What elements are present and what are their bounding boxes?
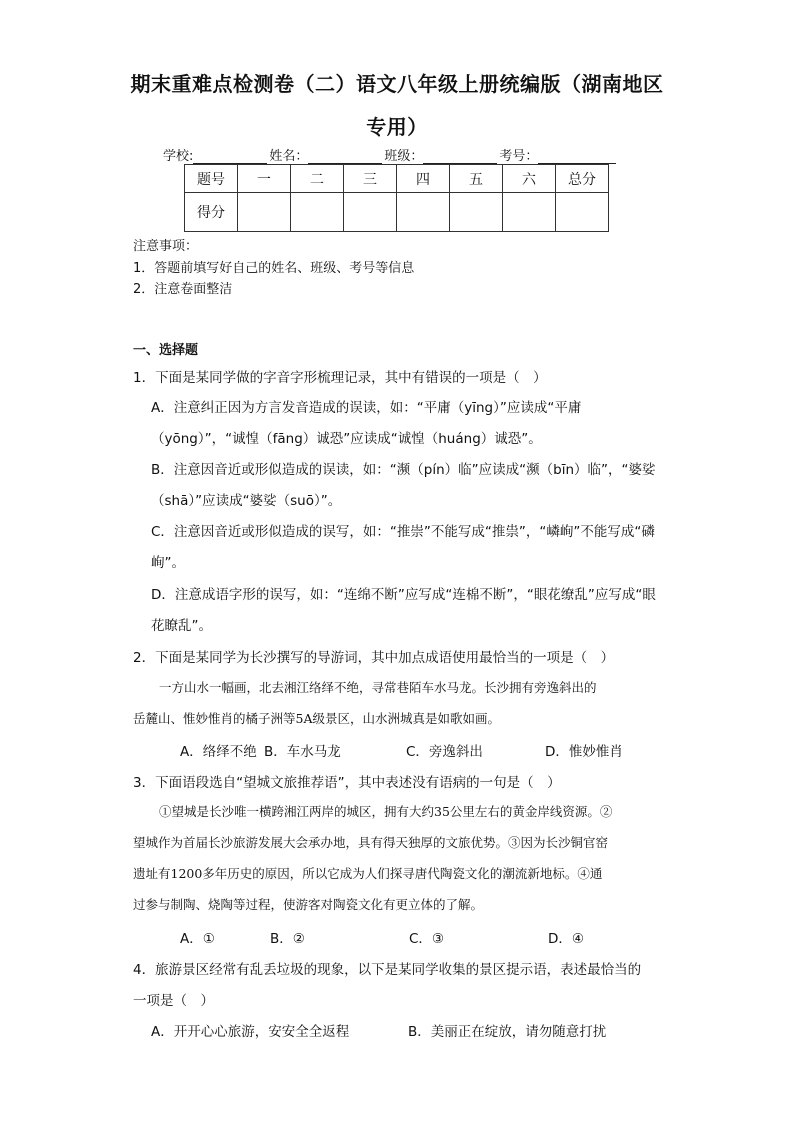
score-header-cell: 四 xyxy=(397,165,450,193)
score-table-header-row xyxy=(185,165,609,193)
question-3-passage-cont: 望城作为首届长沙旅游发展大会承办地，具有得天独厚的文旅优势。③因为长沙铜官窑 xyxy=(133,835,609,850)
score-cell[interactable] xyxy=(450,193,503,232)
score-header-cell: 一 xyxy=(238,165,291,193)
score-cell[interactable] xyxy=(397,193,450,232)
question-2-stem: 2．下面是某同学为长沙撰写的导游词，其中加点成语使用最恰当的一项是（ ） xyxy=(133,650,615,666)
question-4-option-a[interactable]: A．开开心心旅游，安安全全返程 xyxy=(151,1024,350,1040)
page-title-line2: 专用） xyxy=(366,115,428,139)
question-2-passage-cont: 岳麓山、惟妙惟肖的橘子洲等5A级景区，山水洲城真是如歌如画。 xyxy=(133,711,500,726)
question-3-passage-cont: 遗址有1200多年历史的原因，所以它成为人们探寻唐代陶瓷文化的潮流新地标。④通 xyxy=(133,866,603,881)
score-table xyxy=(184,164,609,232)
question-1-option-d: D．注意成语字形的误写，如：“连绵不断”应写成“连棉不断”，“眼花缭乱”应写成“眼 xyxy=(151,587,656,603)
question-4-stem-cont: 一项是（ ） xyxy=(133,993,214,1009)
question-3-option[interactable]: D．④ xyxy=(548,931,584,947)
score-cell[interactable] xyxy=(503,193,556,232)
page-title-line1: 期末重难点检测卷（二）语文八年级上册统编版（湖南地区 xyxy=(130,72,664,96)
question-3-options xyxy=(180,927,584,947)
question-2-passage: 一方山水一幅画，北去湘江络绎不绝，寻常巷陌车水马龙。长沙拥有旁逸斜出的 xyxy=(159,680,597,695)
score-row-label: 得分 xyxy=(185,193,238,232)
question-1-option-c: C．注意因音近或形似造成的误写，如：“推崇”不能写成“推祟”，“嶙峋”不能写成“磷 xyxy=(151,524,655,540)
question-1-stem: 1．下面是某同学做的字音字形梳理记录，其中有错误的一项是（ ） xyxy=(133,370,547,386)
name-blank[interactable] xyxy=(308,150,382,164)
exam-no-label: 考号： xyxy=(499,149,539,164)
question-3-stem: 3．下面语段选自“望城文旅推荐语”，其中表述没有语病的一句是（ ） xyxy=(133,775,561,791)
class-label: 班级： xyxy=(384,149,424,164)
question-3-option[interactable]: A．① xyxy=(180,931,215,947)
question-1-option-a: A．注意纠正因为方言发音造成的误读，如：“平庸（yīng）”应读成“平庸 xyxy=(151,400,582,416)
question-1-option-c-cont: 峋”。 xyxy=(151,555,185,571)
score-cell[interactable] xyxy=(238,193,291,232)
question-2-option[interactable]: D．惟妙惟肖 xyxy=(545,744,623,760)
score-cell[interactable] xyxy=(291,193,344,232)
score-header-cell: 题号 xyxy=(185,165,238,193)
score-header-cell: 三 xyxy=(344,165,397,193)
question-4-stem: 4．旅游景区经常有乱丢垃圾的现象，以下是某同学收集的景区提示语，表述最恰当的 xyxy=(133,962,642,978)
score-cell[interactable] xyxy=(556,193,609,232)
question-2-option[interactable]: B．车水马龙 xyxy=(264,744,341,760)
class-blank[interactable] xyxy=(423,150,497,164)
question-3-passage-cont: 过参与制陶、烧陶等过程，使游客对陶瓷文化有更立体的了解。 xyxy=(133,897,484,912)
name-label: 姓名： xyxy=(269,149,309,164)
score-header-cell: 总分 xyxy=(556,165,609,193)
notes-title: 注意事项： xyxy=(133,239,199,254)
question-1-option-a-cont: （yōng）”，“诚惶（fāng）诚恐”应读成“诚惶（huáng）诚恐”。 xyxy=(151,431,542,447)
score-cell[interactable] xyxy=(344,193,397,232)
score-header-cell: 二 xyxy=(291,165,344,193)
question-3-passage: ①望城是长沙唯一横跨湘江两岸的城区，拥有大约35公里左右的黄金岸线资源。② xyxy=(159,804,613,819)
question-2-options xyxy=(180,740,623,760)
question-1-option-b-cont: （shā）”应读成“婆娑（suō）”。 xyxy=(151,493,342,509)
question-2-option[interactable]: A．络绎不绝 xyxy=(180,744,257,760)
school-blank[interactable] xyxy=(193,150,267,164)
question-3-option[interactable]: B．② xyxy=(270,931,305,947)
score-table-score-row xyxy=(185,193,609,232)
question-3-option[interactable]: C．③ xyxy=(409,931,445,947)
school-label: 学校: xyxy=(163,149,194,164)
section-heading: 一、选择题 xyxy=(133,343,199,358)
exam-no-blank[interactable] xyxy=(538,150,616,164)
student-info-row xyxy=(163,145,616,164)
question-2-option[interactable]: C．旁逸斜出 xyxy=(406,744,483,760)
question-4-option-b[interactable]: B．美丽正在绽放，请勿随意打扰 xyxy=(408,1024,607,1040)
question-1-option-b: B．注意因音近或形似造成的误读，如：“濒（pín）临”应读成“濒（bīn）临”，“婆娑 xyxy=(151,462,656,478)
notes-item: 1．答题前填写好自己的姓名、班级、考号等信息 xyxy=(133,261,415,276)
question-1-option-d-cont: 花瞭乱”。 xyxy=(151,618,212,634)
notes-item: 2．注意卷面整洁 xyxy=(133,282,233,297)
score-header-cell: 六 xyxy=(503,165,556,193)
score-header-cell: 五 xyxy=(450,165,503,193)
